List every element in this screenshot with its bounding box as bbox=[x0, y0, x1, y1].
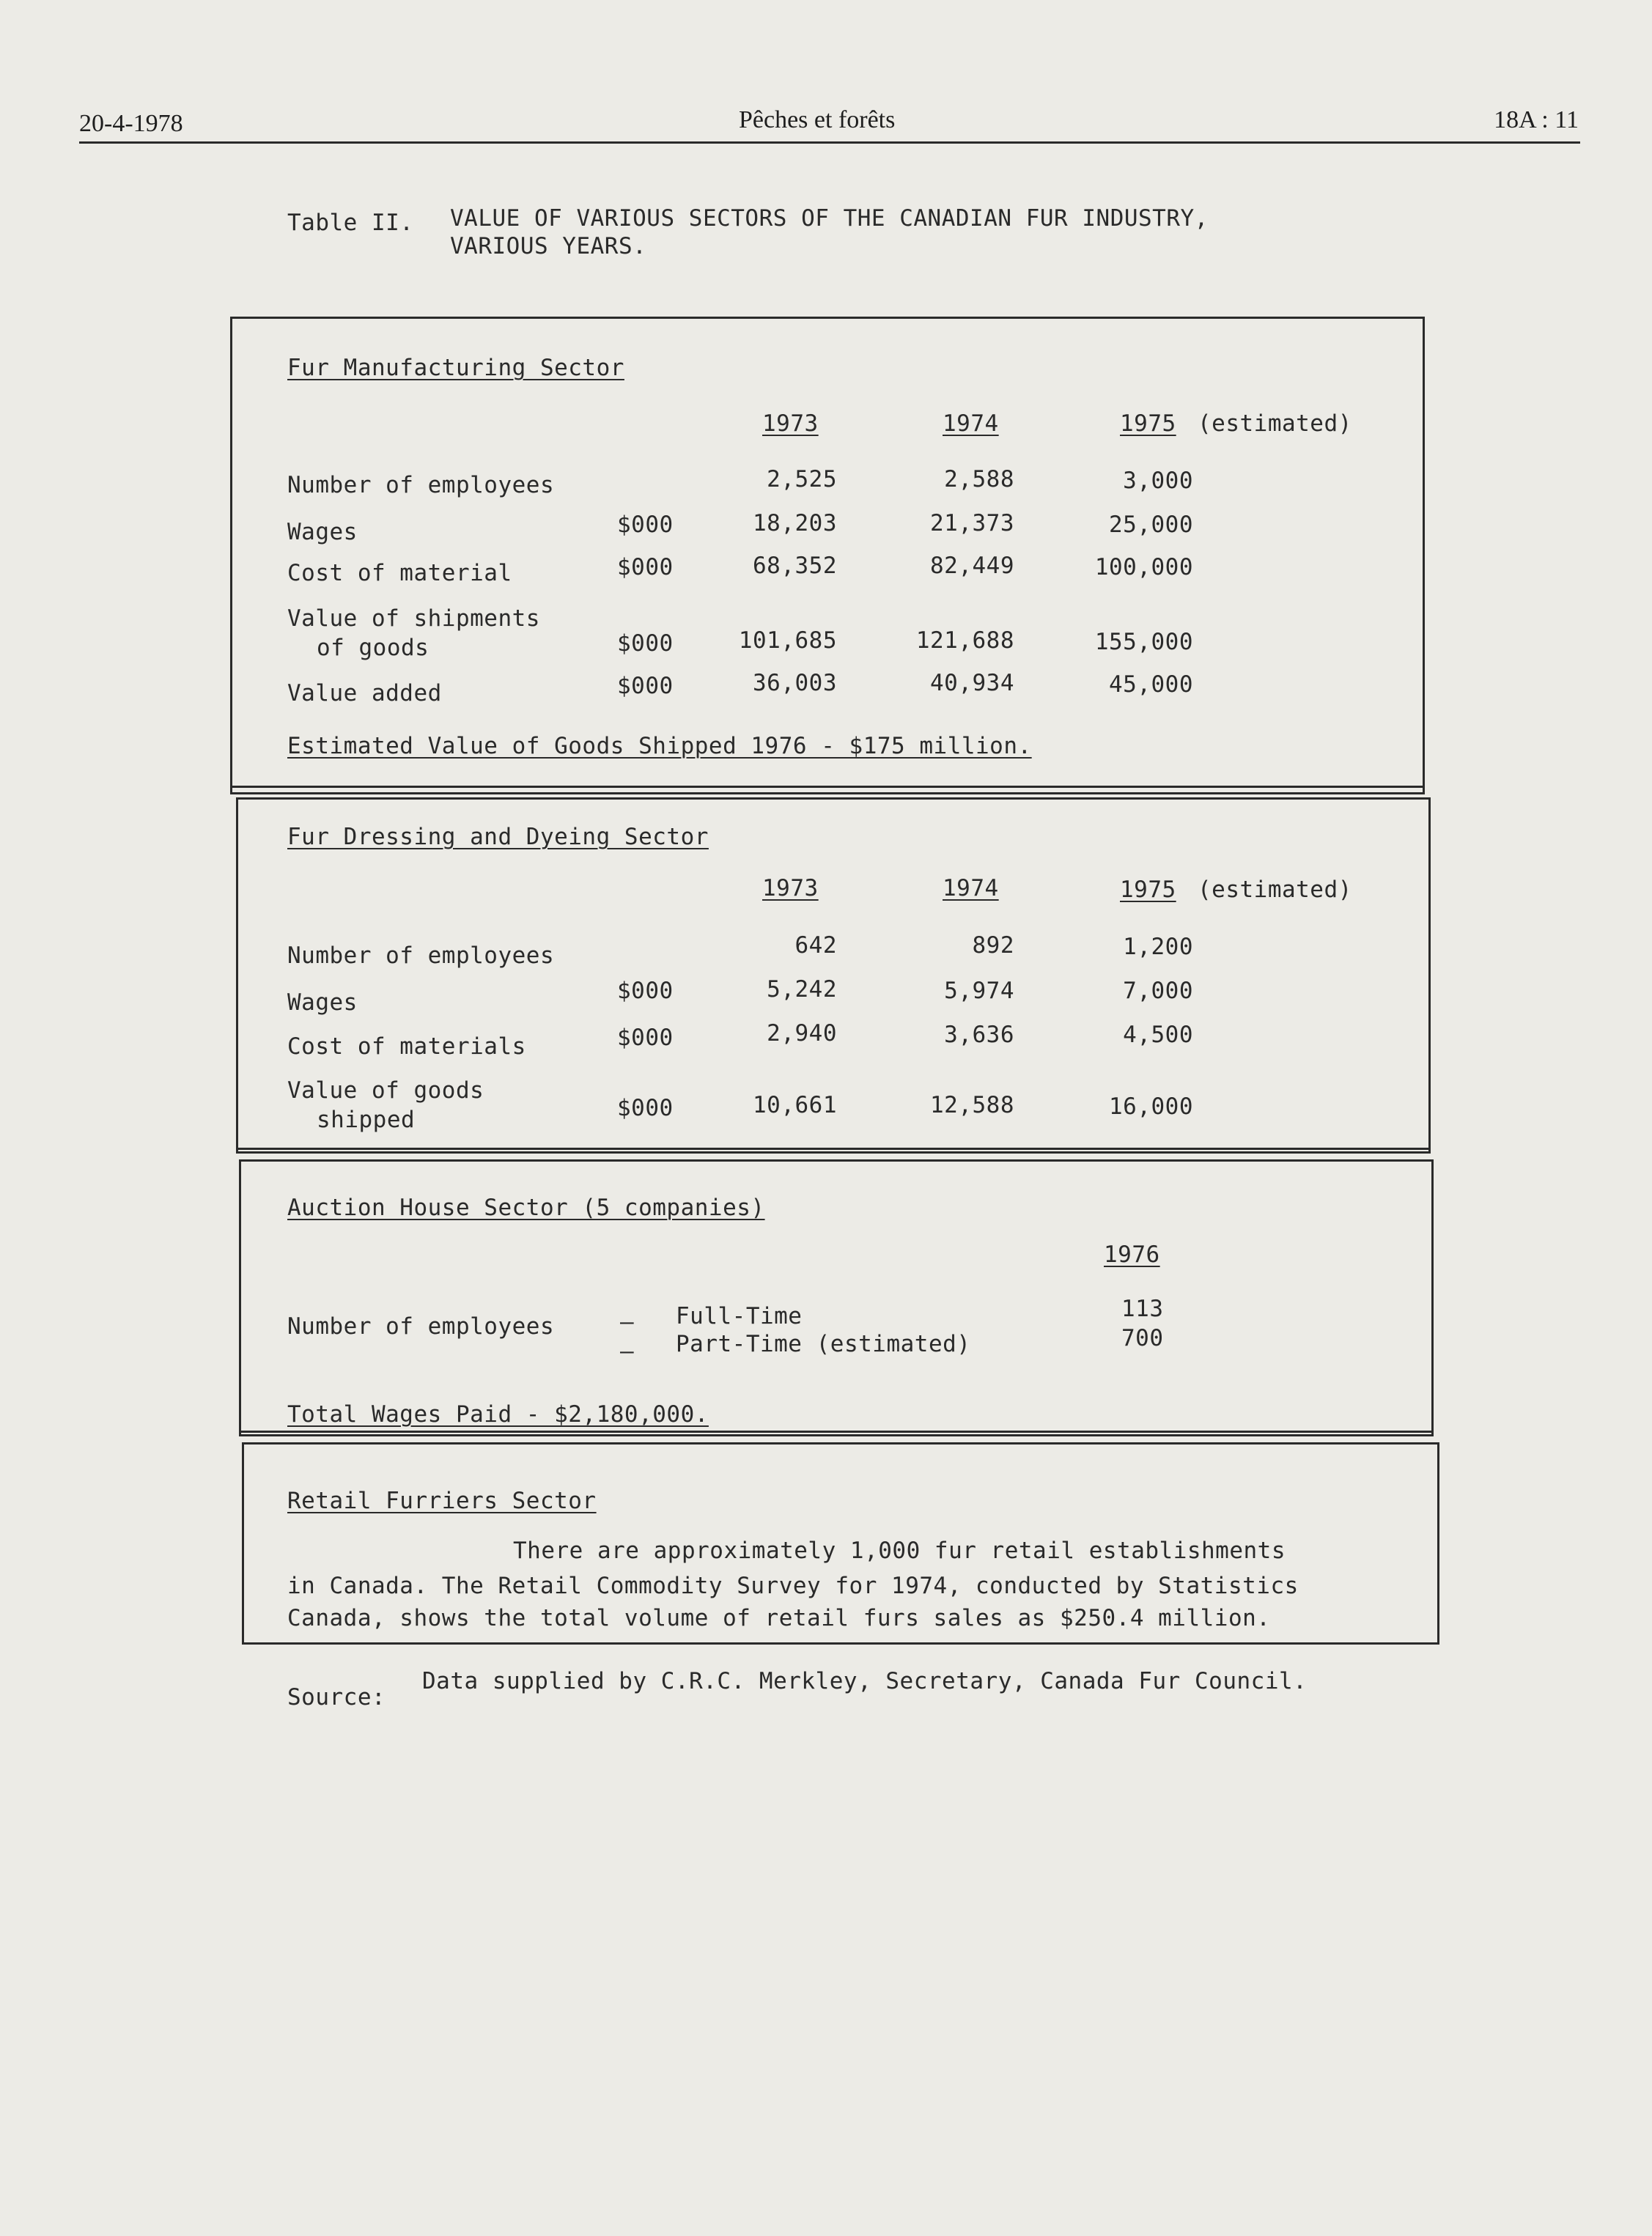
value-1975: 1,200 bbox=[1123, 934, 1193, 960]
auction-dash-part-time: – bbox=[620, 1338, 635, 1365]
dressing-year-1974: 1974 bbox=[943, 875, 999, 901]
value-1974: 892 bbox=[972, 932, 1014, 959]
manufacturing-year-1975: 1975 bbox=[1120, 410, 1176, 437]
value-1973: 2,940 bbox=[767, 1020, 837, 1047]
auction-part-time-value: 700 bbox=[1121, 1325, 1164, 1351]
dressing-year-1973: 1973 bbox=[762, 875, 819, 901]
unit-label: $000 bbox=[617, 630, 674, 657]
value-1974: 82,449 bbox=[930, 553, 1014, 579]
table-title-line-1: VALUE OF VARIOUS SECTORS OF THE CANADIAN FUR INDUSTRY, bbox=[450, 205, 1209, 232]
auction-full-time-label: Full-Time bbox=[676, 1303, 803, 1329]
value-1975: 155,000 bbox=[1094, 629, 1193, 655]
value-1973: 36,003 bbox=[753, 670, 837, 696]
value-1973: 10,661 bbox=[753, 1092, 837, 1118]
value-1973: 18,203 bbox=[753, 510, 837, 536]
value-1975: 45,000 bbox=[1109, 671, 1193, 698]
section-divider bbox=[236, 1148, 1431, 1150]
row-label: Number of employees bbox=[287, 472, 555, 498]
source-text: Data supplied by C.R.C. Merkley, Secretary, Canada Fur Council. bbox=[422, 1668, 1308, 1694]
row-label: Wages bbox=[287, 519, 358, 545]
value-1974: 21,373 bbox=[930, 510, 1014, 536]
page-header-title: Pêches et forêts bbox=[739, 106, 896, 133]
row-label: Value of shipments bbox=[287, 605, 540, 632]
value-1974: 5,974 bbox=[944, 978, 1014, 1004]
value-1974: 3,636 bbox=[944, 1022, 1014, 1048]
value-1974: 2,588 bbox=[944, 466, 1014, 492]
retail-text-line-2: in Canada. The Retail Commodity Survey for 1974, conducted by Statistics bbox=[287, 1573, 1299, 1599]
value-1975: 7,000 bbox=[1123, 978, 1193, 1004]
value-1973: 101,685 bbox=[738, 627, 837, 654]
auction-year-1976: 1976 bbox=[1104, 1241, 1160, 1268]
value-1974: 121,688 bbox=[915, 627, 1014, 654]
dressing-estimated-label: (estimated) bbox=[1198, 877, 1352, 903]
retail-heading: Retail Furriers Sector bbox=[287, 1488, 597, 1514]
unit-label: $000 bbox=[617, 512, 674, 538]
row-label: Value added bbox=[287, 680, 442, 706]
value-1973: 2,525 bbox=[767, 466, 837, 492]
retail-text-line-1: There are approximately 1,000 fur retail establishments bbox=[513, 1538, 1286, 1564]
value-1974: 12,588 bbox=[930, 1092, 1014, 1118]
retail-text-line-3: Canada, shows the total volume of retail furs sales as $250.4 million. bbox=[287, 1605, 1271, 1631]
value-1974: 40,934 bbox=[930, 670, 1014, 696]
auction-employees-label: Number of employees bbox=[287, 1313, 555, 1340]
row-label: Number of employees bbox=[287, 942, 555, 969]
manufacturing-year-1974: 1974 bbox=[943, 410, 999, 437]
value-1975: 3,000 bbox=[1123, 468, 1193, 494]
value-1975: 16,000 bbox=[1109, 1093, 1193, 1120]
auction-dash-full-time: – bbox=[620, 1309, 635, 1335]
manufacturing-note: Estimated Value of Goods Shipped 1976 - $175 million. bbox=[287, 733, 1032, 759]
manufacturing-heading: Fur Manufacturing Sector bbox=[287, 355, 624, 381]
row-label-continued: of goods bbox=[317, 635, 429, 661]
unit-label: $000 bbox=[617, 1025, 674, 1051]
unit-label: $000 bbox=[617, 978, 674, 1004]
manufacturing-year-1973: 1973 bbox=[762, 410, 819, 437]
page-number: 18A : 11 bbox=[1494, 106, 1579, 133]
section-divider bbox=[239, 1431, 1434, 1433]
header-rule bbox=[79, 141, 1580, 144]
unit-label: $000 bbox=[617, 673, 674, 699]
dressing-year-1975: 1975 bbox=[1120, 877, 1176, 903]
dressing-heading: Fur Dressing and Dyeing Sector bbox=[287, 824, 709, 850]
row-label: Cost of materials bbox=[287, 1033, 526, 1060]
row-label: Value of goods bbox=[287, 1077, 484, 1104]
auction-heading: Auction House Sector (5 companies) bbox=[287, 1195, 765, 1221]
section-divider bbox=[230, 786, 1425, 788]
value-1973: 68,352 bbox=[753, 553, 837, 579]
unit-label: $000 bbox=[617, 1095, 674, 1121]
auction-full-time-value: 113 bbox=[1121, 1296, 1164, 1322]
row-label: Wages bbox=[287, 989, 358, 1016]
auction-part-time-label: Part-Time (estimated) bbox=[676, 1331, 971, 1357]
table-title-line-2: VARIOUS YEARS. bbox=[450, 233, 647, 259]
source-label: Source: bbox=[287, 1684, 386, 1711]
page-date: 20-4-1978 bbox=[79, 110, 183, 137]
value-1975: 25,000 bbox=[1109, 512, 1193, 538]
row-label: Cost of material bbox=[287, 560, 512, 586]
auction-total-wages: Total Wages Paid - $2,180,000. bbox=[287, 1401, 709, 1428]
value-1973: 5,242 bbox=[767, 976, 837, 1003]
value-1975: 100,000 bbox=[1094, 554, 1193, 580]
unit-label: $000 bbox=[617, 554, 674, 580]
value-1973: 642 bbox=[794, 932, 837, 959]
value-1975: 4,500 bbox=[1123, 1022, 1193, 1048]
row-label-continued: shipped bbox=[317, 1107, 416, 1133]
manufacturing-estimated-label: (estimated) bbox=[1198, 410, 1352, 437]
table-label: Table II. bbox=[287, 210, 414, 236]
